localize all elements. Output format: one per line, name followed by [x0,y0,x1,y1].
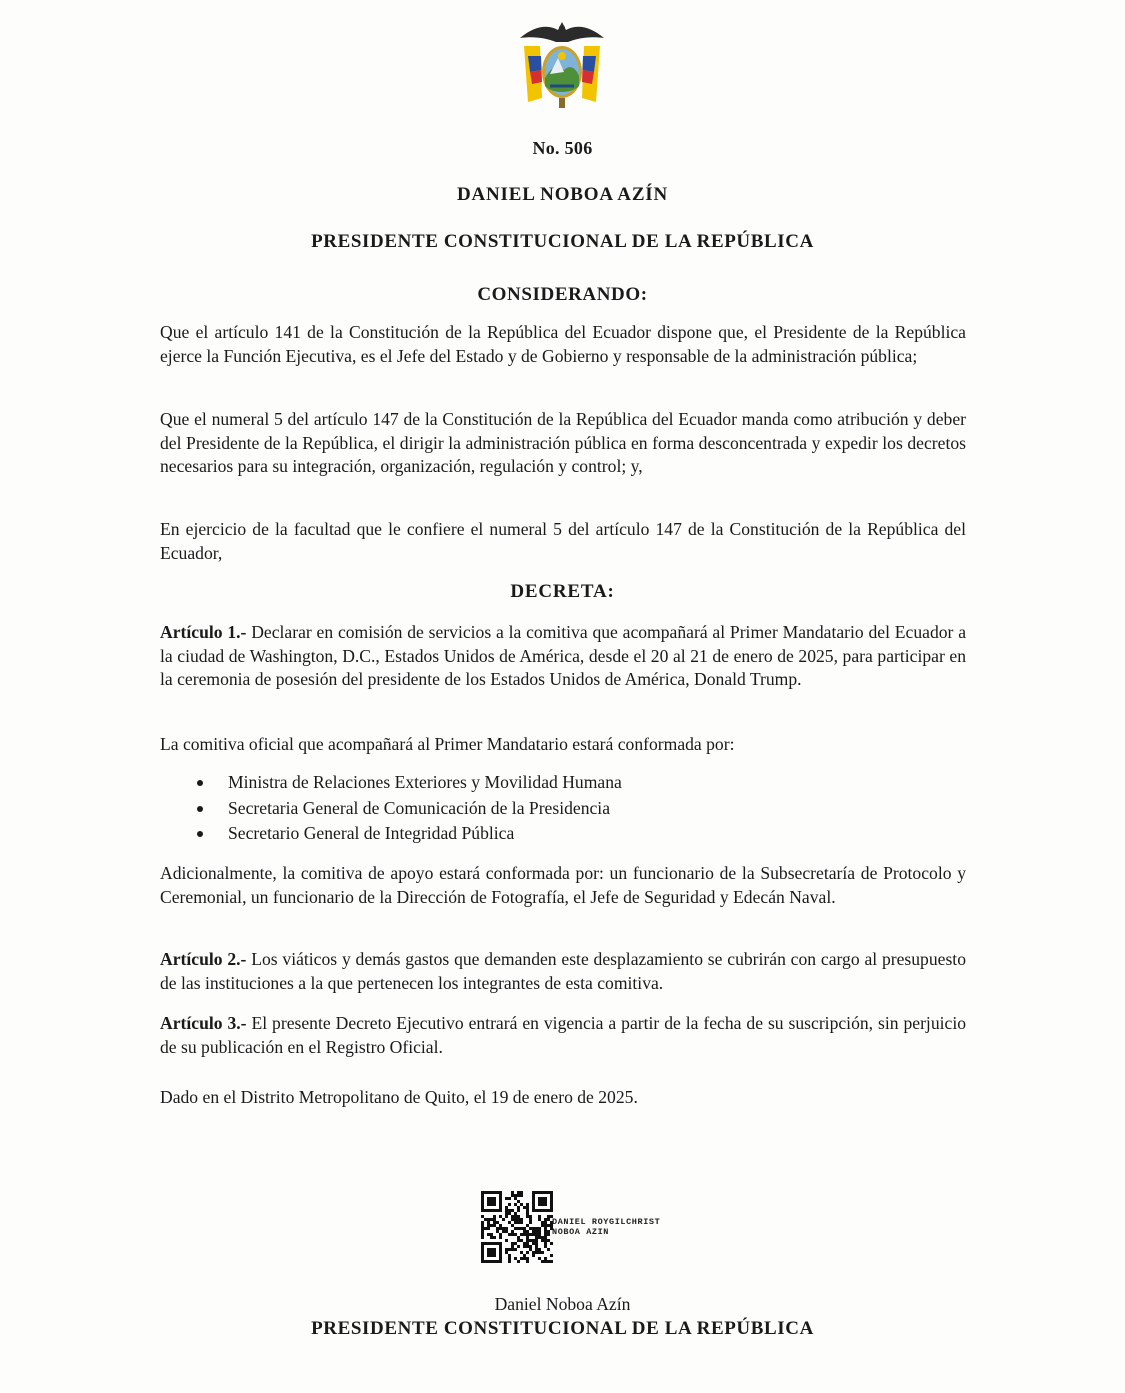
support-comitiva-paragraph: Adicionalmente, la comitiva de apoyo estará conformada por: un funcionario de la Subsecretaría de Protocolo y Ceremonial, un funcionario de la Dirección de Fotografía, el Jefe de Seguridad y Edecán Naval. [160,863,966,907]
dado-en-line: Dado en el Distrito Metropolitano de Quito, el 19 de enero de 2025. [160,1087,638,1107]
article-3-text: El presente Decreto Ejecutivo entrará en vigencia a partir de la fecha de su suscripción, sin perjuicio de su publicación en el Registro Oficial. [160,1013,966,1057]
member-name: Secretario General de Integridad Pública [228,823,515,843]
comitiva-list-intro: La comitiva oficial que acompañará al Primer Mandatario estará conformada por: [160,734,735,754]
article-3-label: Artículo 3.- [160,1013,247,1033]
bullet-icon [197,831,203,837]
bullet-icon [197,806,203,812]
list-item [190,770,950,796]
decreta-heading: DECRETA: [510,581,615,602]
list-item [190,796,950,822]
signer-name: Daniel Noboa Azín [494,1294,631,1314]
list-item [190,821,950,847]
ecuador-coat-of-arms-icon [514,16,610,112]
signer-title: PRESIDENTE CONSTITUCIONAL DE LA REPÚBLICA [311,1318,814,1339]
article-1-label: Artículo 1.- [160,622,247,642]
signer-line-2: NOBOA AZIN [552,1227,610,1237]
member-name: Ministra de Relaciones Exteriores y Movilidad Humana [228,772,622,792]
considerando-heading: CONSIDERANDO: [477,284,648,305]
president-title: PRESIDENTE CONSTITUCIONAL DE LA REPÚBLICA [311,231,814,252]
article-2-label: Artículo 2.- [160,949,247,969]
considerando-paragraph: Que el artículo 141 de la Constitución de la República del Ecuador dispone que, el Presidente de la República ejerce la Función Ejecutiva, es el Jefe del Estado y de Gobierno y responsable de la administración pública; [160,322,966,366]
article-1-text: Declarar en comisión de servicios a la comitiva que acompañará al Primer Mandatario del Ecuador a la ciudad de Washington, D.C., Estados Unidos de América, desde el 20 al 21 de enero de 2025, para participar en la ceremonia de posesión del presidente de los Estados Unidos de América, Donald Trump. [160,622,966,689]
decree-number: No. 506 [532,138,593,158]
article-2-text: Los viáticos y demás gastos que demanden este desplazamiento se cubrirán con cargo al presupuesto de las instituciones a la que pertenecen los integrantes de esta comitiva. [160,949,966,993]
article-1 [160,621,966,692]
electronic-signature-text [552,1217,660,1237]
considerando-paragraph: En ejercicio de la facultad que le confiere el numeral 5 del artículo 147 de la Constitución de la República del Ecuador, [160,519,966,563]
president-name: DANIEL NOBOA AZÍN [456,184,669,205]
signer-line-1: DANIEL ROYGILCHRIST [552,1217,661,1227]
comitiva-member-list [190,770,950,847]
considerando-paragraph: Que el numeral 5 del artículo 147 de la Constitución de la República del Ecuador manda como atribución y deber del Presidente de la República, el dirigir la administración pública en forma desconcentrada y expedir los decretos necesarios para su integración, organización, regulación y control; y, [160,409,966,476]
qr-code-icon [481,1191,553,1263]
member-name: Secretaria General de Comunicación de la Presidencia [228,797,611,818]
bullet-icon [197,780,203,786]
article-3 [160,1012,966,1059]
article-2 [160,948,966,995]
